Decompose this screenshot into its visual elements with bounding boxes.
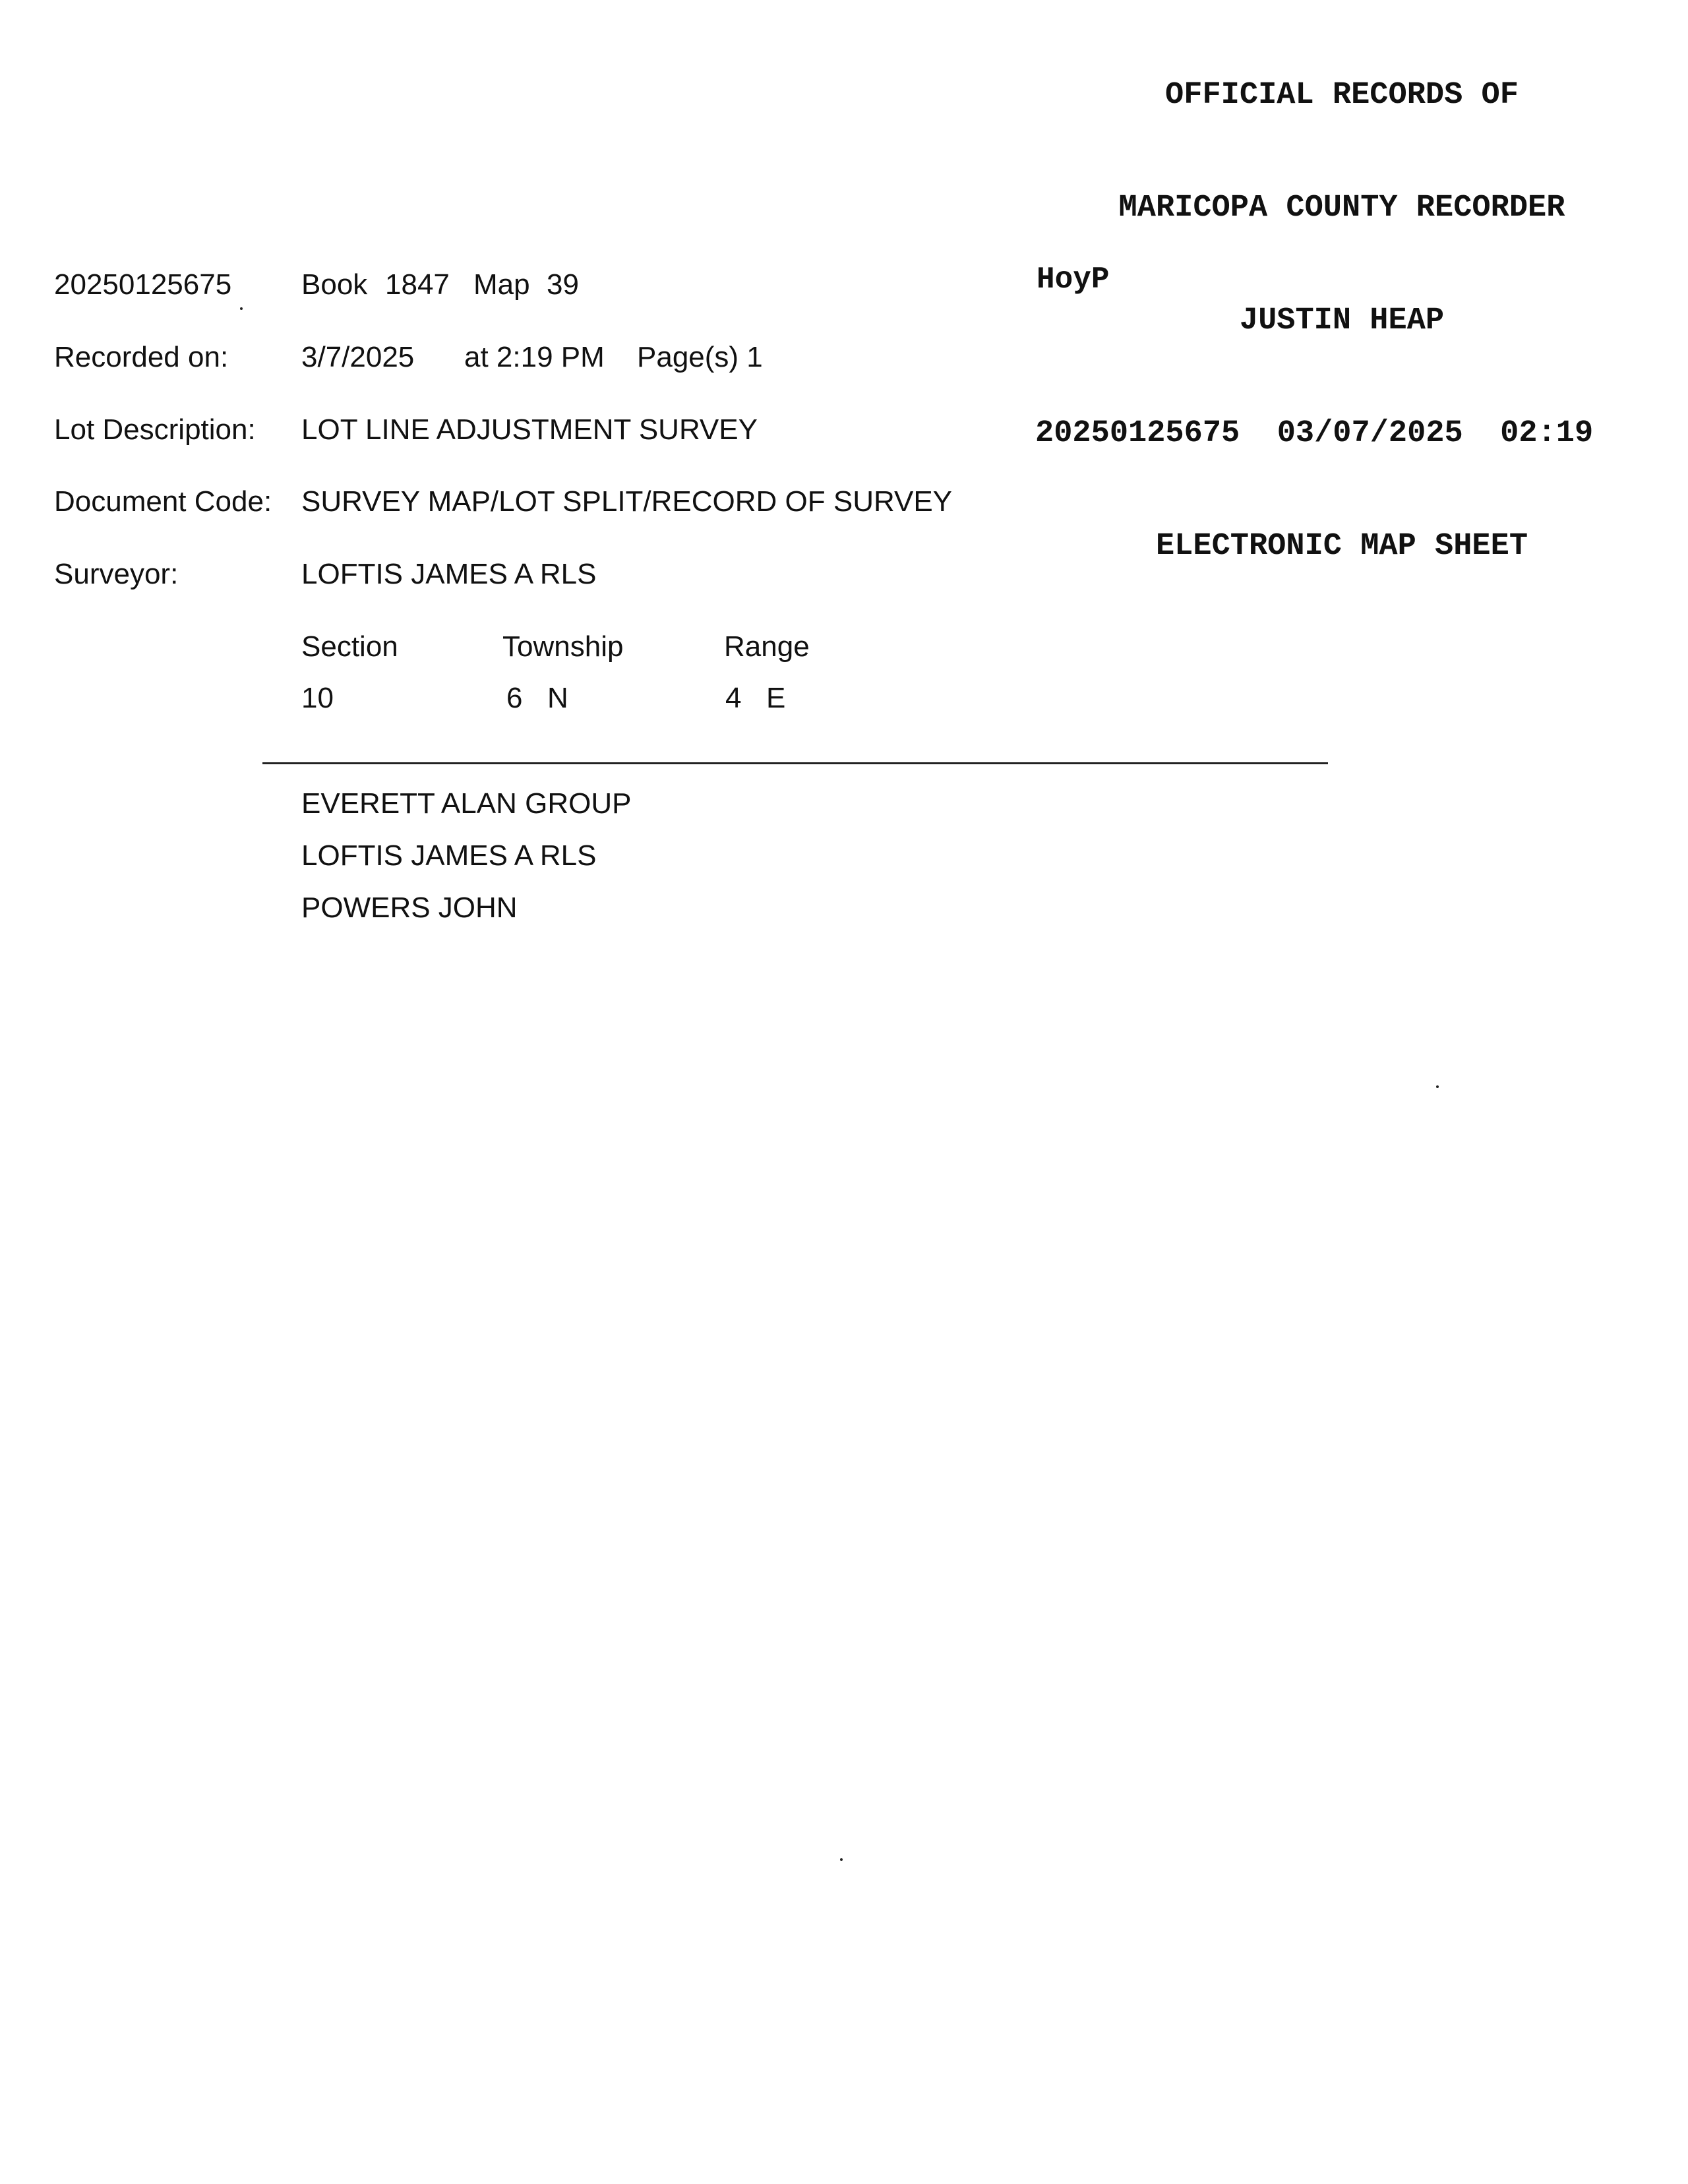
party-1: EVERETT ALAN GROUP: [301, 787, 632, 820]
lot-description: LOT LINE ADJUSTMENT SURVEY: [301, 413, 758, 446]
range-direction: E: [766, 682, 786, 714]
page-count: Page(s) 1: [637, 341, 763, 373]
document-code: SURVEY MAP/LOT SPLIT/RECORD OF SURVEY: [301, 485, 953, 518]
map-label: Map: [473, 268, 530, 301]
divider-line: [262, 762, 1328, 764]
document-number: 20250125675: [54, 268, 232, 301]
party-3: POWERS JOHN: [301, 892, 518, 924]
stamp-line-recorder-name: JUSTIN HEAP: [1239, 303, 1445, 338]
range-label: Range: [724, 630, 810, 663]
stray-dot: [240, 307, 243, 310]
stamp-line-county-recorder: MARICOPA COUNTY RECORDER: [1118, 191, 1565, 226]
section-label: Section: [301, 630, 398, 663]
recorded-on-label: Recorded on:: [54, 341, 229, 373]
range-number: 4: [725, 682, 742, 714]
stray-dot: [840, 1858, 843, 1861]
township-direction: N: [547, 682, 568, 714]
clerk-code: HoyP: [1037, 262, 1110, 297]
surveyor-label: Surveyor:: [54, 558, 179, 590]
stamp-date: 03/07/2025: [1277, 416, 1463, 451]
section-value: 10: [301, 682, 334, 714]
party-2: LOFTIS JAMES A RLS: [301, 839, 597, 872]
book-label: Book: [301, 268, 368, 301]
stamp-line-document-type: ELECTRONIC MAP SHEET: [1155, 529, 1528, 564]
recorder-stamp: [1035, 1, 1648, 603]
township-label: Township: [502, 630, 624, 663]
stray-dot: [1436, 1085, 1439, 1088]
lot-description-label: Lot Description:: [54, 413, 256, 446]
stamp-line-recording-info: [1035, 415, 1648, 452]
surveyor: LOFTIS JAMES A RLS: [301, 558, 597, 590]
recorded-time: at 2:19 PM: [464, 341, 605, 373]
stamp-time: 02:19: [1500, 416, 1594, 451]
stamp-line-official-records: OFFICIAL RECORDS OF: [1165, 78, 1519, 113]
book-number: 1847: [385, 268, 450, 301]
document-code-label: Document Code:: [54, 485, 272, 518]
stamp-recording-number: 20250125675: [1035, 416, 1240, 451]
recorded-date: 3/7/2025: [301, 341, 415, 373]
map-number: 39: [547, 268, 579, 301]
township-number: 6: [506, 682, 523, 714]
